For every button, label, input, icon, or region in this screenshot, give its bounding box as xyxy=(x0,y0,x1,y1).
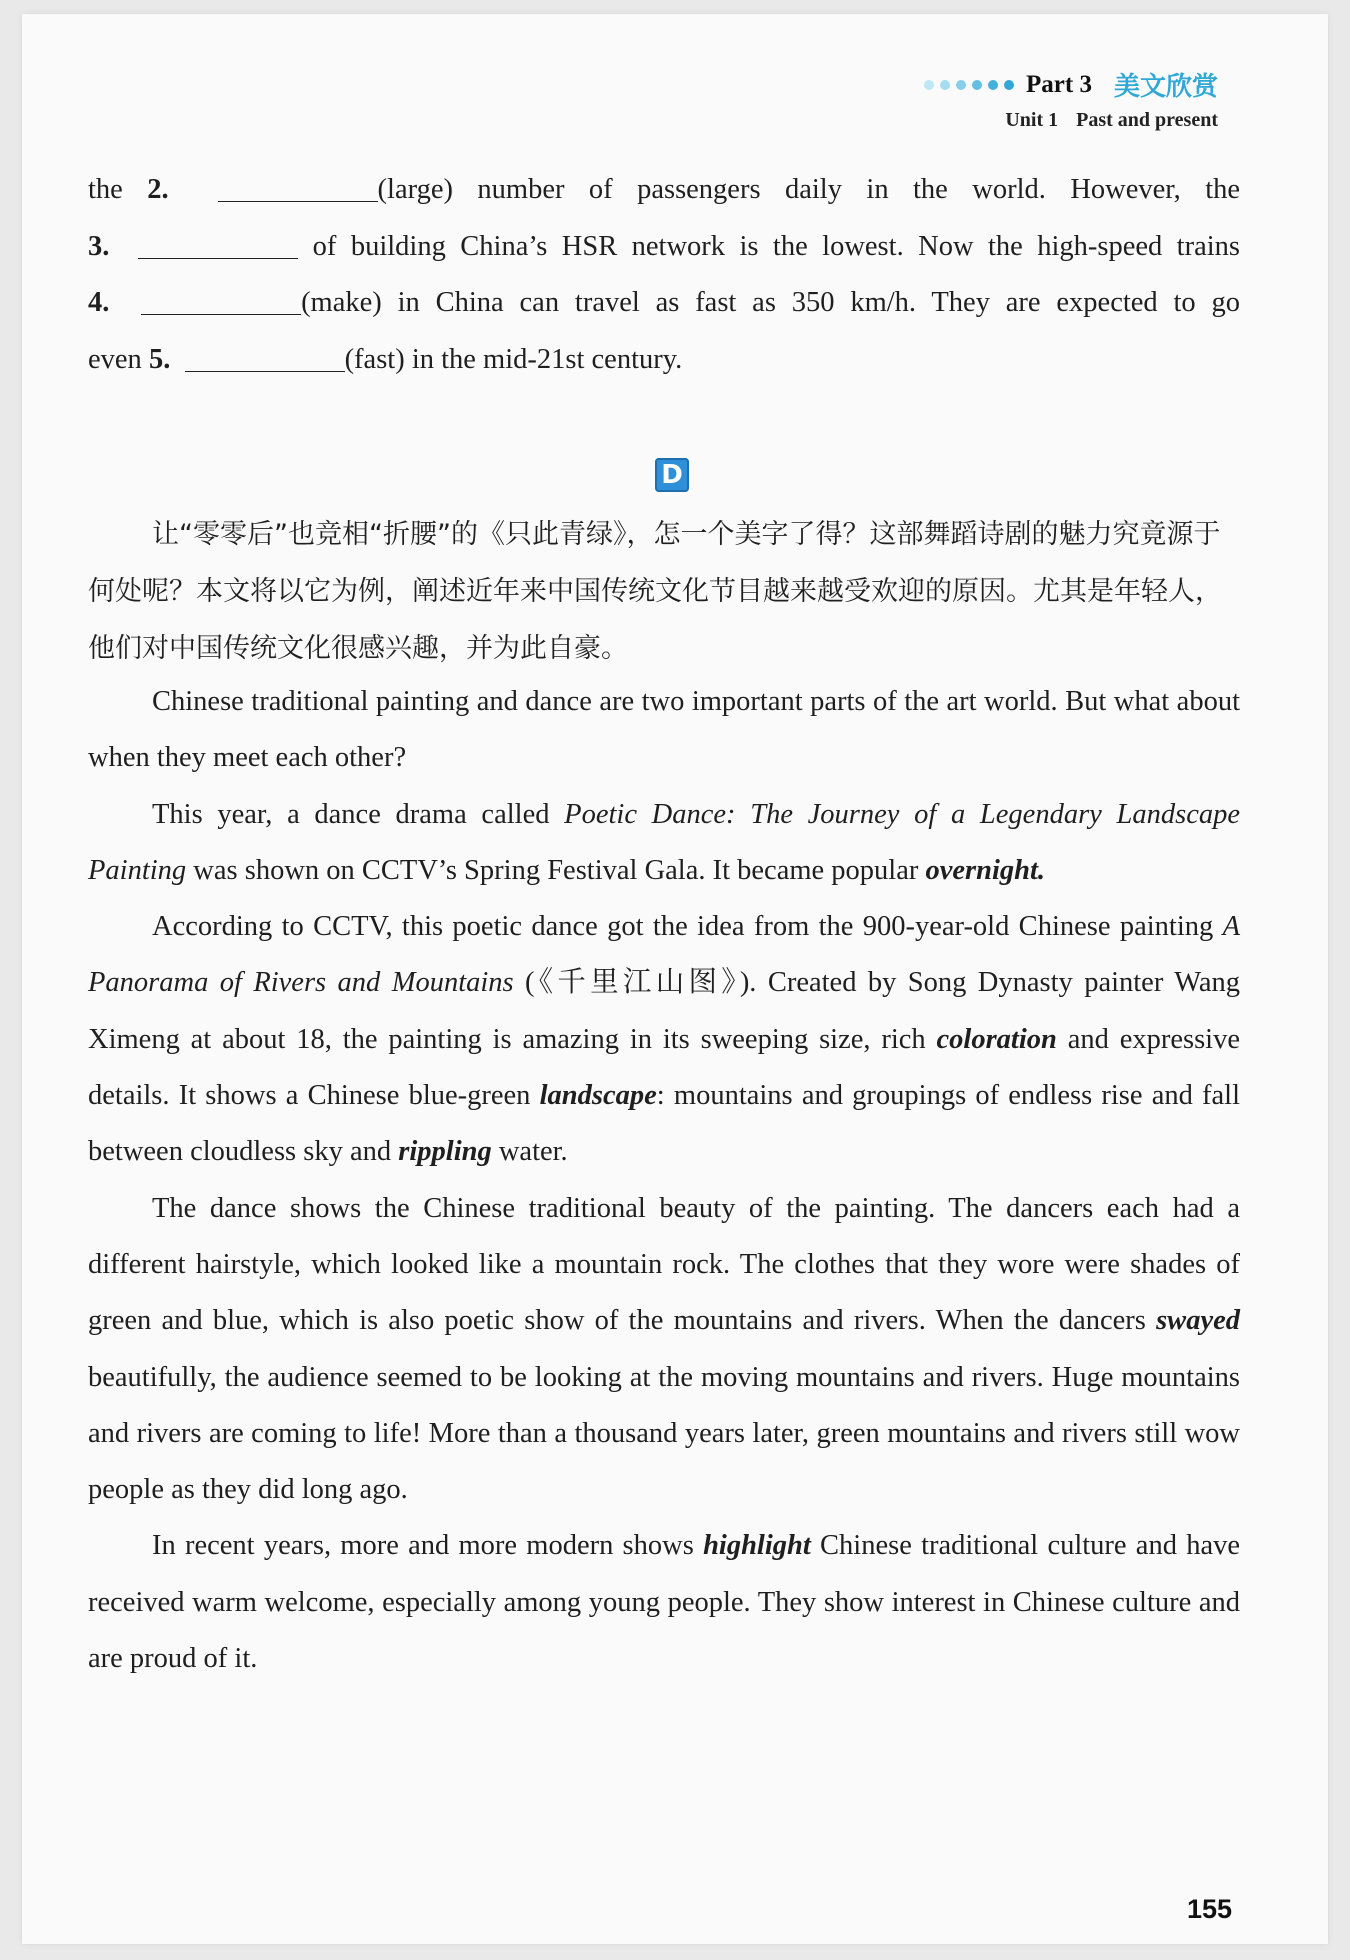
exercise-line xyxy=(88,162,1240,219)
text: was shown on CCTV’s Spring Festival Gala. It became popular xyxy=(186,854,926,886)
exercise-line xyxy=(88,219,1240,276)
keyword: landscape xyxy=(539,1080,657,1112)
question-number: 4. xyxy=(88,287,110,318)
unit-title: Past and present xyxy=(1076,109,1218,131)
keyword: highlight xyxy=(703,1530,811,1562)
dot-icon xyxy=(940,80,950,90)
unit-number: Unit 1 xyxy=(1005,109,1059,131)
drama-title: Poetic Dance: The Journey of a Legendary Landscape Painting xyxy=(88,798,1240,886)
exercise-line xyxy=(88,275,1240,332)
text: This year, a dance drama called xyxy=(152,798,565,830)
text: Chinese traditional culture and have received warm welcome, especially among young people. They show interest in Chinese culture and are proud of it. xyxy=(88,1530,1240,1675)
text: (large) number of passengers daily in the world. However, the xyxy=(377,174,1241,205)
dot-icon xyxy=(972,80,982,90)
text: In recent years, more and more modern shows xyxy=(152,1530,704,1562)
paragraph xyxy=(88,787,1240,900)
section-title: 美文欣赏 xyxy=(1113,72,1218,102)
text: (《千里江山图》). Created by Song Dynasty painter Wang Ximeng at about 18, the painting is amazing in its sweeping size, rich xyxy=(88,967,1240,1055)
keyword: rippling xyxy=(398,1136,492,1168)
page-header xyxy=(924,66,1218,132)
answer-blank[interactable] xyxy=(138,228,298,259)
text: the xyxy=(88,174,148,205)
text: (fast) in the mid-21st century. xyxy=(344,343,683,375)
dot-icon xyxy=(1004,80,1014,90)
text: even xyxy=(88,343,149,375)
part-label: Part 3 xyxy=(1026,70,1092,98)
text: of building China’s HSR network is the lowest. Now the high-speed trains xyxy=(298,230,1241,262)
text: The dance shows the Chinese traditional beauty of the painting. The dancers each had a different hairstyle, which looked like a mountain rock. The clothes that they wore were shades of green and blue, which is also poetic show of the mountains and rivers. When the dancers xyxy=(88,1192,1240,1337)
text: water. xyxy=(491,1136,568,1168)
question-number: 5. xyxy=(148,343,171,375)
answer-blank[interactable] xyxy=(141,284,301,315)
paragraph: Chinese traditional painting and dance are two important parts of the art world. But what about when they meet each other? xyxy=(88,686,1240,774)
keyword: swayed xyxy=(1156,1305,1240,1337)
text: : mountains and groupings of endless rise and fall between cloudless sky and xyxy=(88,1080,1240,1168)
paragraph xyxy=(88,1518,1240,1687)
answer-blank[interactable] xyxy=(218,171,378,202)
keyword: overnight. xyxy=(925,854,1046,886)
section-d-badge: D xyxy=(655,458,689,492)
dot-icon xyxy=(956,80,966,90)
keyword: coloration xyxy=(936,1023,1057,1055)
question-number: 3. xyxy=(88,230,110,262)
dot-icon xyxy=(924,80,934,90)
unit-line xyxy=(924,109,1218,132)
answer-blank[interactable] xyxy=(185,341,345,372)
text: and expressive details. It shows a Chinese blue-green xyxy=(88,1023,1240,1112)
article-body xyxy=(88,674,1240,1687)
dot-icon xyxy=(988,80,998,90)
text: beautifully, the audience seemed to be looking at the moving mountains and rivers. Huge mountains and rivers are coming to life! More than a thousand years later, green mountains and rivers still wow people as they did long ago. xyxy=(88,1361,1240,1506)
text: (make) in China can travel as fast as 350 km/h. They are expected to go xyxy=(301,287,1241,318)
question-number: 2. xyxy=(147,174,169,205)
textbook-page xyxy=(22,14,1328,1944)
text: According to CCTV, this poetic dance got the idea from the 900-year-old Chinese painting xyxy=(152,911,1223,943)
paragraph xyxy=(88,899,1240,1180)
fill-in-exercise xyxy=(88,162,1240,388)
page-number: 155 xyxy=(1186,1894,1232,1924)
decorative-dots xyxy=(924,80,1014,90)
exercise-line xyxy=(88,332,1240,389)
chinese-intro: 让“零零后”也竞相“折腰”的《只此青绿》，怎一个美字了得？这部舞蹈诗剧的魅力究竟源于何处呢？本文将以它为例，阐述近年来中国传统文化节目越来越受欢迎的原因。尤其是年轻人，他们对中国传统文化很感兴趣，并为此自豪。 xyxy=(88,519,1222,664)
painting-title: A Panorama of Rivers and Mountains xyxy=(88,911,1240,999)
paragraph xyxy=(88,1181,1240,1519)
